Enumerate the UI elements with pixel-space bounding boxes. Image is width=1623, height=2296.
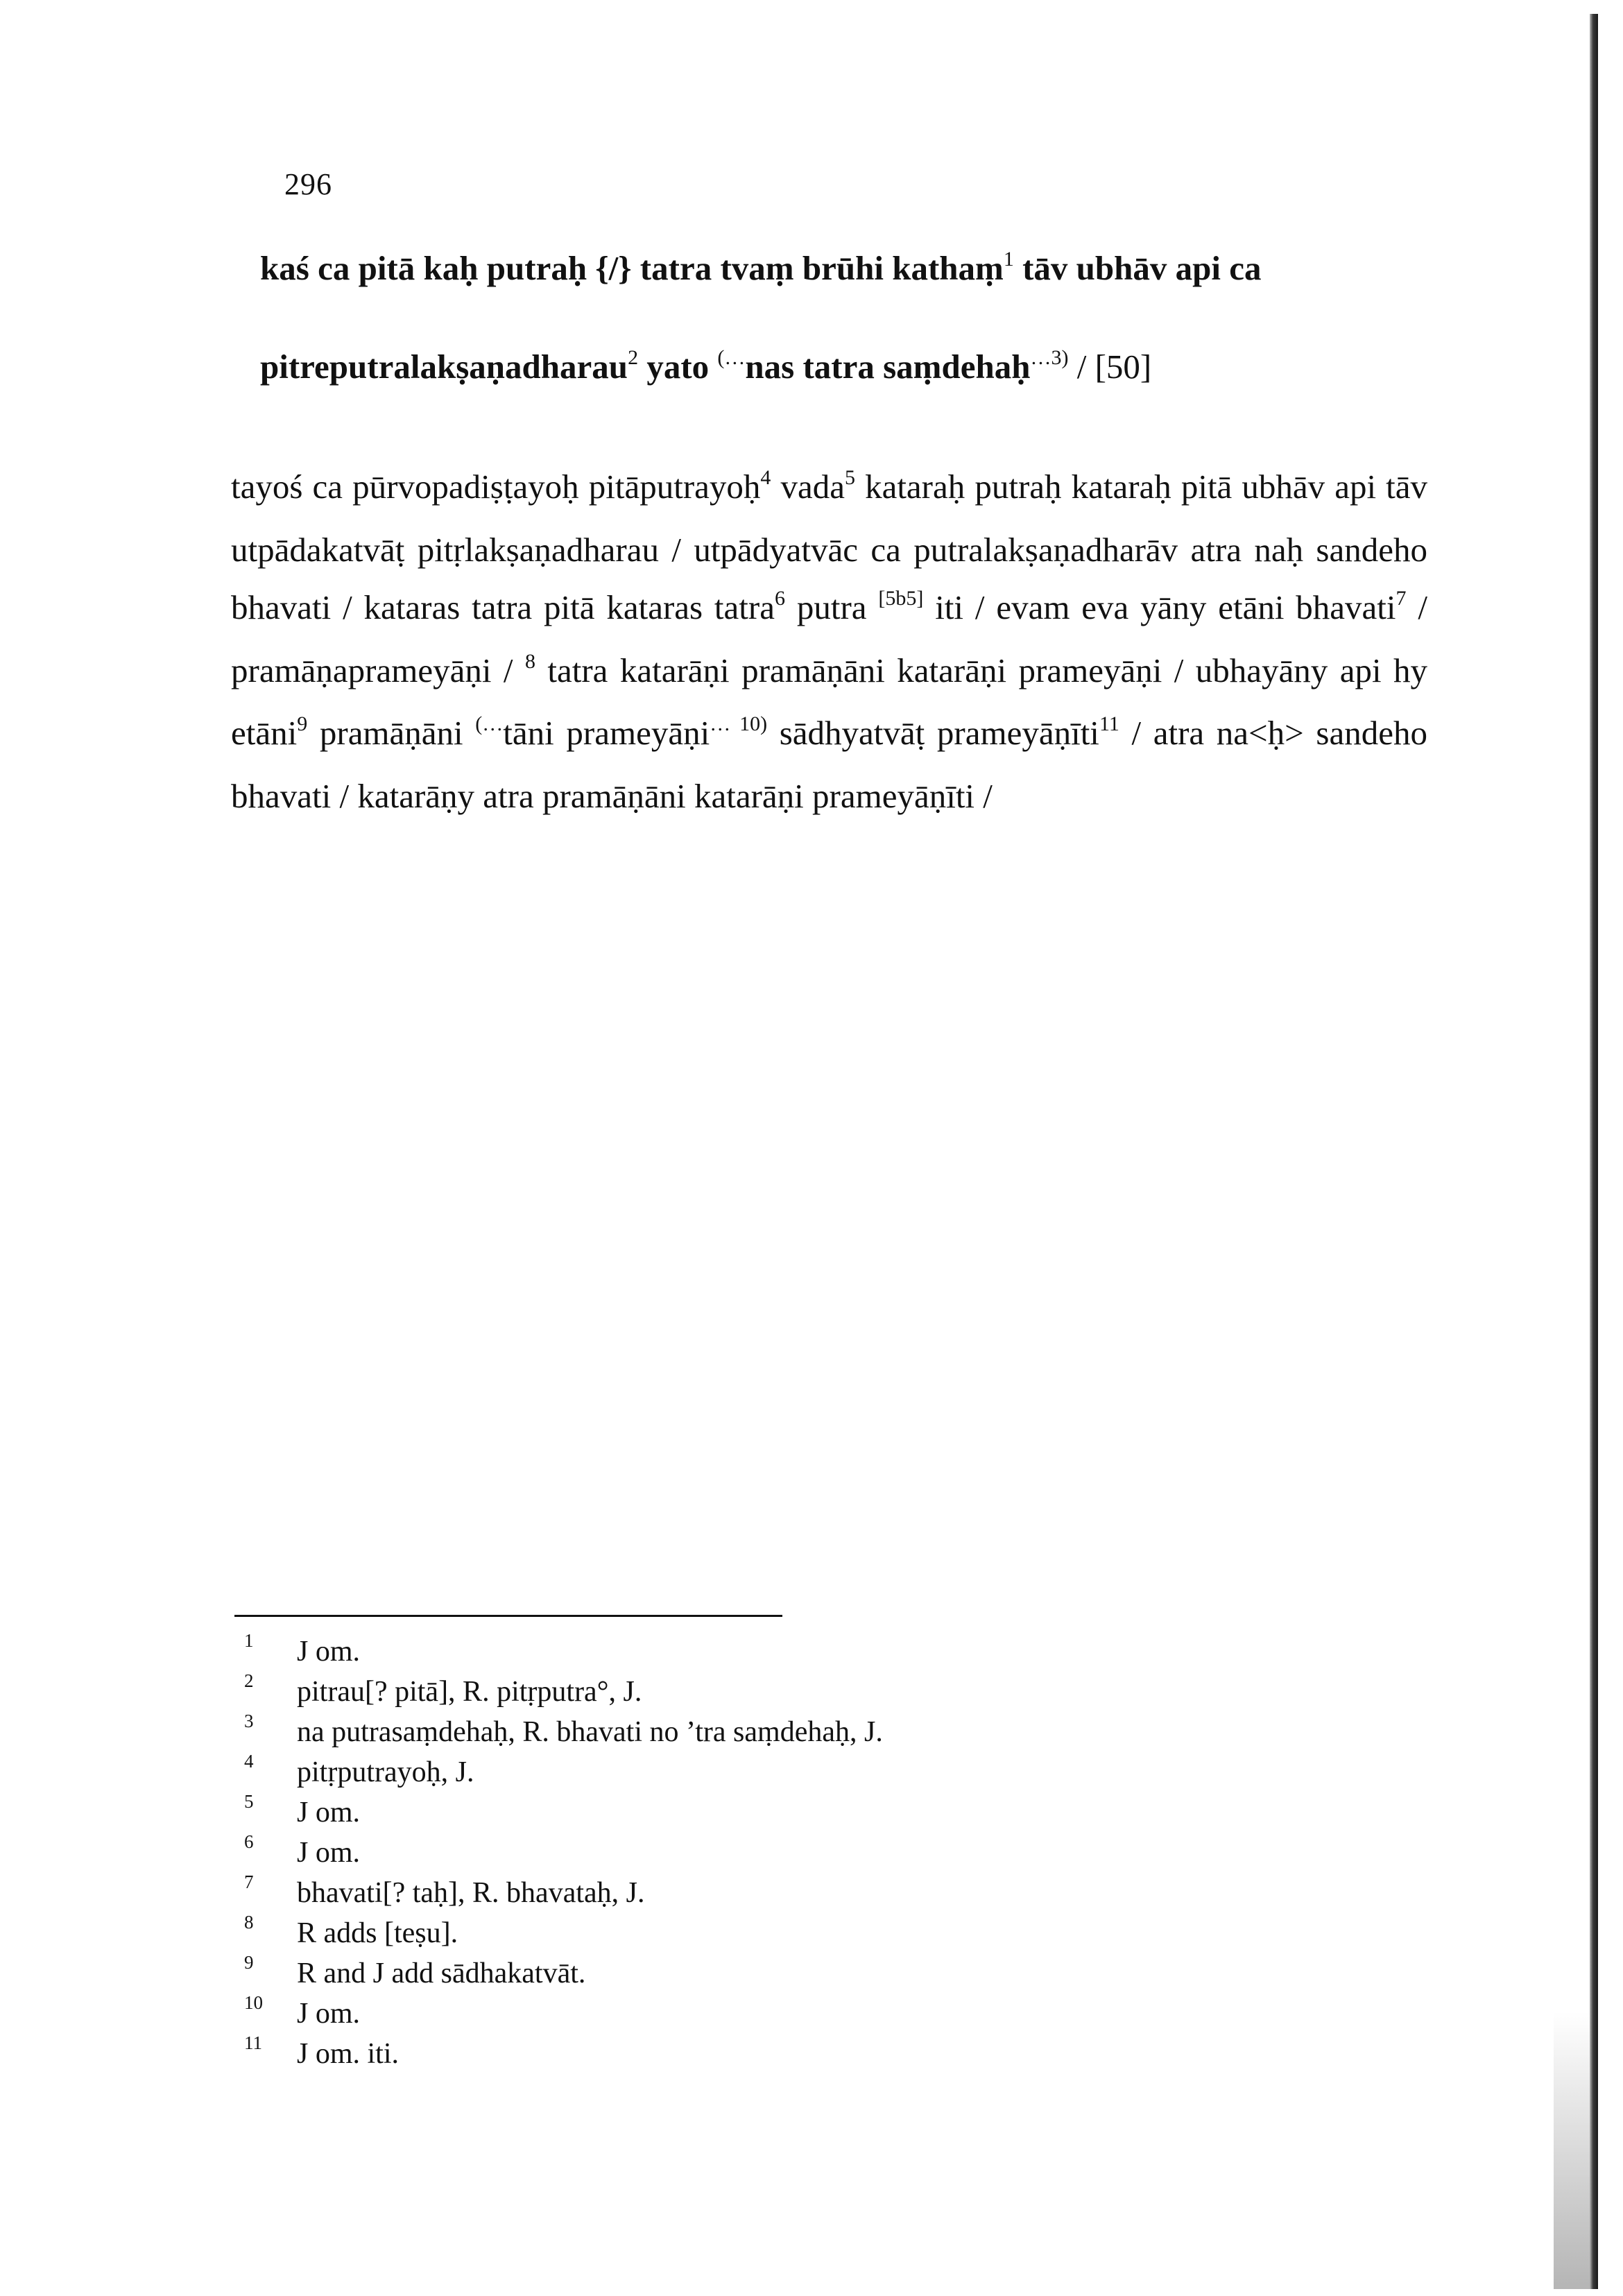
footnote-item — [244, 1752, 1215, 1792]
commentary-text: putra — [784, 588, 879, 626]
footnote-item — [244, 1792, 1215, 1833]
footnote-text: J om. — [297, 1797, 361, 1828]
commentary-text: sādhyatvāṭ prameyāṇīti — [767, 714, 1099, 752]
footnote-item — [244, 1712, 1215, 1752]
footnote-text: bhavati[? taḥ], R. bhavataḥ, J. — [297, 1877, 645, 1909]
footnote-text: pitrau[? pitā], R. pitṛputra°, J. — [297, 1676, 642, 1708]
footnote-number: 10 — [244, 1992, 263, 2013]
footnote-marker: 2 — [628, 346, 639, 369]
footnote-item — [244, 1631, 1215, 1672]
footnote-marker: 9 — [297, 712, 308, 735]
footnote-item — [244, 1953, 1215, 1994]
footnote-text: J om. — [297, 1837, 361, 1869]
footnote-item — [244, 1833, 1215, 1873]
verse-line-2 — [260, 347, 1439, 386]
footnote-number: 11 — [244, 2032, 262, 2053]
variant-close-marker: … 10) — [710, 712, 768, 735]
footnote-number: 2 — [244, 1670, 254, 1691]
footnote-item — [244, 1873, 1215, 1913]
commentary-text: pramāṇāni — [307, 714, 476, 752]
commentary-text: vada — [771, 468, 845, 506]
footnote-text: pitṛputrayoḥ, J. — [297, 1756, 474, 1788]
footnote-marker: 11 — [1099, 712, 1119, 735]
footnote-number: 5 — [244, 1791, 254, 1812]
footnote-marker: 7 — [1396, 587, 1407, 610]
commentary-text: / pramāṇaprameyāṇi / — [231, 588, 1427, 689]
verse-text: yato — [638, 348, 718, 386]
variant-close-marker: …3) — [1030, 346, 1069, 369]
footnote-number: 8 — [244, 1912, 254, 1933]
footnote-item — [244, 2034, 1215, 2074]
commentary-text: iti / evam eva yāny etāni bhavati — [923, 588, 1396, 626]
footnote-marker: 5 — [845, 466, 855, 489]
footnote-marker: 1 — [1003, 248, 1014, 271]
footnote-number: 1 — [244, 1630, 254, 1651]
footnote-marker: 8 — [524, 649, 535, 673]
footnote-marker: 6 — [774, 587, 785, 610]
scan-binding-edge — [1590, 14, 1598, 2289]
verse-reference: / [50] — [1068, 348, 1152, 386]
footnote-text: J om. — [297, 1998, 361, 2030]
verse-text: pitreputralakṣaṇadharau — [260, 348, 628, 386]
footnote-number: 7 — [244, 1871, 254, 1892]
footnote-text: R and J add sādhakatvāt. — [297, 1957, 586, 1989]
footnote-divider — [234, 1615, 782, 1617]
verse-line-1 — [260, 248, 1439, 288]
footnote-marker: 4 — [760, 466, 771, 489]
commentary-text: tāni prameyāṇi — [503, 714, 710, 752]
variant-open-marker: (… — [475, 712, 504, 735]
footnote-number: 4 — [244, 1751, 254, 1772]
verse-text: tāv ubhāv api ca — [1013, 249, 1262, 287]
commentary-text: tayoś ca pūrvopadiṣṭayoḥ pitāputrayoḥ — [231, 468, 761, 506]
commentary-paragraph — [231, 458, 1427, 825]
commentary-text: tatra katarāṇi pramāṇāni katarāṇi prameyāṇi / ubhayāny api hy etāni — [231, 651, 1427, 752]
verse-text: nas tatra saṃdehaḥ — [745, 348, 1031, 386]
variant-open-marker: (… — [717, 346, 746, 369]
footnote-number: 3 — [244, 1711, 254, 1731]
footnote-text: J om. — [297, 1636, 361, 1668]
commentary-text: / atra na<ḥ> sandeho bhavati / katarāṇy atra pramāṇāni katarāṇi prameyāṇīti / — [231, 714, 1427, 815]
footnote-text: na putrasaṃdehaḥ, R. bhavati no ’tra saṃdehaḥ, J. — [297, 1716, 883, 1748]
page-number: 296 — [284, 167, 332, 201]
footnote-number: 9 — [244, 1952, 254, 1973]
footnote-number: 6 — [244, 1831, 254, 1852]
footnote-item — [244, 1672, 1215, 1712]
verse-text: kaś ca pitā kaḥ putraḥ {/} tatra tvaṃ brūhi kathaṃ — [260, 249, 1004, 287]
footnote-item — [244, 1994, 1215, 2034]
footnote-text: R adds [teṣu]. — [297, 1917, 458, 1949]
footnotes-list — [244, 1631, 1215, 2074]
folio-marker: [5b5] — [878, 587, 924, 610]
footnote-text: J om. iti. — [297, 2038, 400, 2070]
scan-binding-shadow — [1554, 2012, 1592, 2289]
footnote-item — [244, 1913, 1215, 1953]
commentary-text: kataraḥ putraḥ kataraḥ pitā ubhāv api tāv utpādakatvāṭ pitṛlakṣaṇadharau / utpādyatvāc ca putralakṣaṇadharāv atra naḥ sandeho bhavati / kataras tatra pitā kataras tatra — [231, 468, 1427, 626]
